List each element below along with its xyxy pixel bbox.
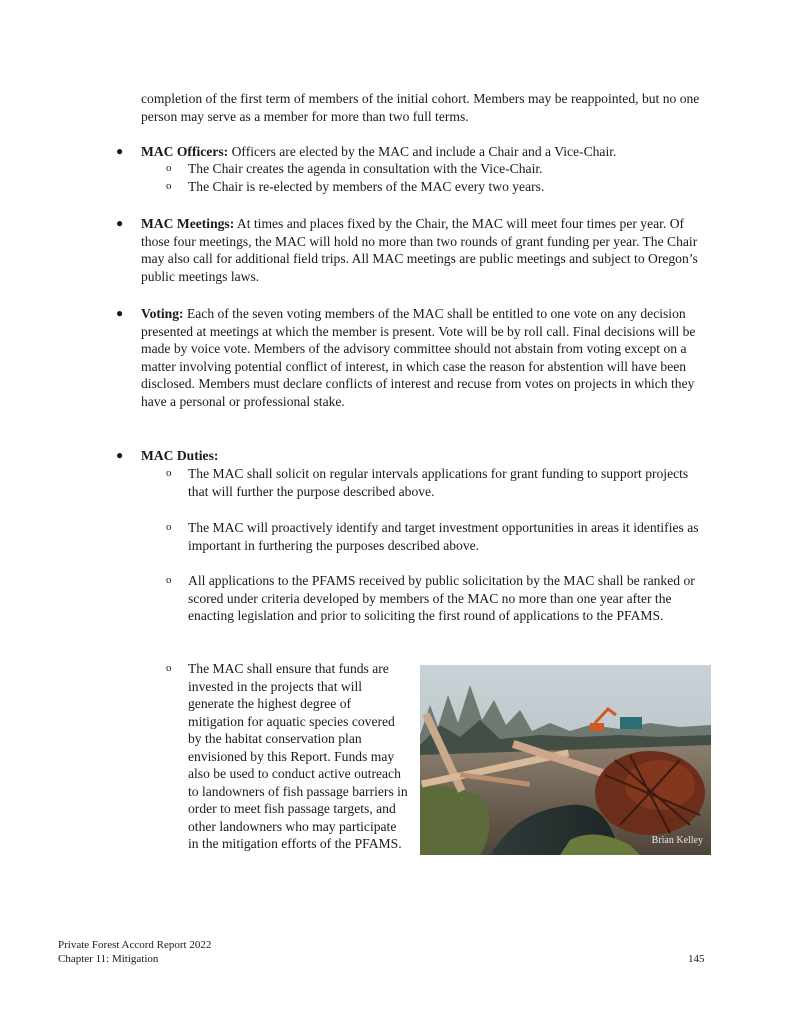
duties-heading: MAC Duties: <box>141 448 219 463</box>
sub-bullet-icon: o <box>166 574 172 586</box>
duties-item: The MAC shall ensure that funds are invested in the projects that will generate the highest degree of mitigation for aquatic species covered by the habitat conservation plan envisioned by this Report. Funds may also be used to conduct active outreach to landowners of fish passage barriers in order to meet fish passage targets, and other landowners who may participate in the mitigation efforts of the PFAMS. <box>188 661 408 851</box>
duties-item: The MAC will proactively identify and target investment opportunities in areas it identifies as important in furthering the purposes described above. <box>188 520 699 553</box>
officers-heading: MAC Officers: <box>141 144 229 159</box>
bullet-icon: ● <box>116 216 124 230</box>
voting-heading: Voting: <box>141 306 184 321</box>
officers-sub-item: The Chair creates the agenda in consultation with the Vice-Chair. <box>188 161 543 176</box>
meetings-text: At times and places fixed by the Chair, the MAC will meet four times per year. Of those four meetings, the MAC will hold no more than two rounds of grant funding per year. The Chair may also call for additional field trips. All MAC meetings are public meetings and subject to Oregon’s public meetings laws. <box>141 216 698 284</box>
officers-paragraph <box>141 143 711 161</box>
voting-paragraph <box>141 305 711 410</box>
sub-bullet-icon: o <box>166 662 172 674</box>
page-number: 145 <box>688 953 705 965</box>
sub-bullet-icon: o <box>166 180 172 192</box>
sub-bullet-icon: o <box>166 467 172 479</box>
photo-logged-streambank <box>420 665 711 855</box>
bullet-icon: ● <box>116 448 124 462</box>
footer-chapter: Chapter 11: Mitigation <box>58 953 159 965</box>
photo-credit: Brian Kelley <box>651 835 703 846</box>
duties-item: The MAC shall solicit on regular intervals applications for grant funding to support projects that will further the purpose described above. <box>188 466 689 499</box>
meetings-paragraph <box>141 215 711 285</box>
photo-image <box>420 665 711 855</box>
officers-sub-item: The Chair is re-elected by members of the MAC every two years. <box>188 179 545 194</box>
duties-item: All applications to the PFAMS received by public solicitation by the MAC shall be ranked or scored under criteria developed by members of the MAC no more than one year after the enacting legislation and prior to soliciting the first round of applications to the PFAMS. <box>188 573 695 623</box>
officers-text: Officers are elected by the MAC and include a Chair and a Vice-Chair. <box>231 144 617 159</box>
footer-report-title: Private Forest Accord Report 2022 <box>58 939 212 951</box>
sub-bullet-icon: o <box>166 521 172 533</box>
intro-paragraph: completion of the first term of members of the initial cohort. Members may be reappointed, but no one person may serve as a member for more than two full terms. <box>141 91 700 124</box>
sub-bullet-icon: o <box>166 162 172 174</box>
bullet-icon: ● <box>116 144 124 158</box>
meetings-heading: MAC Meetings: <box>141 216 235 231</box>
voting-text: Each of the seven voting members of the MAC shall be entitled to one vote on any decision presented at meetings at which the member is present. Vote will be by roll call. Final decisions will be made by voice vote. Members of the advisory committee should not abstain from voting except on a matter involving potential conflict of interest, in which case the reason for abstention will have been disclosed. Members must declare conflicts of interest and recuse from votes on projects in which they have a personal or professional stake. <box>141 306 696 409</box>
bullet-icon: ● <box>116 306 124 320</box>
